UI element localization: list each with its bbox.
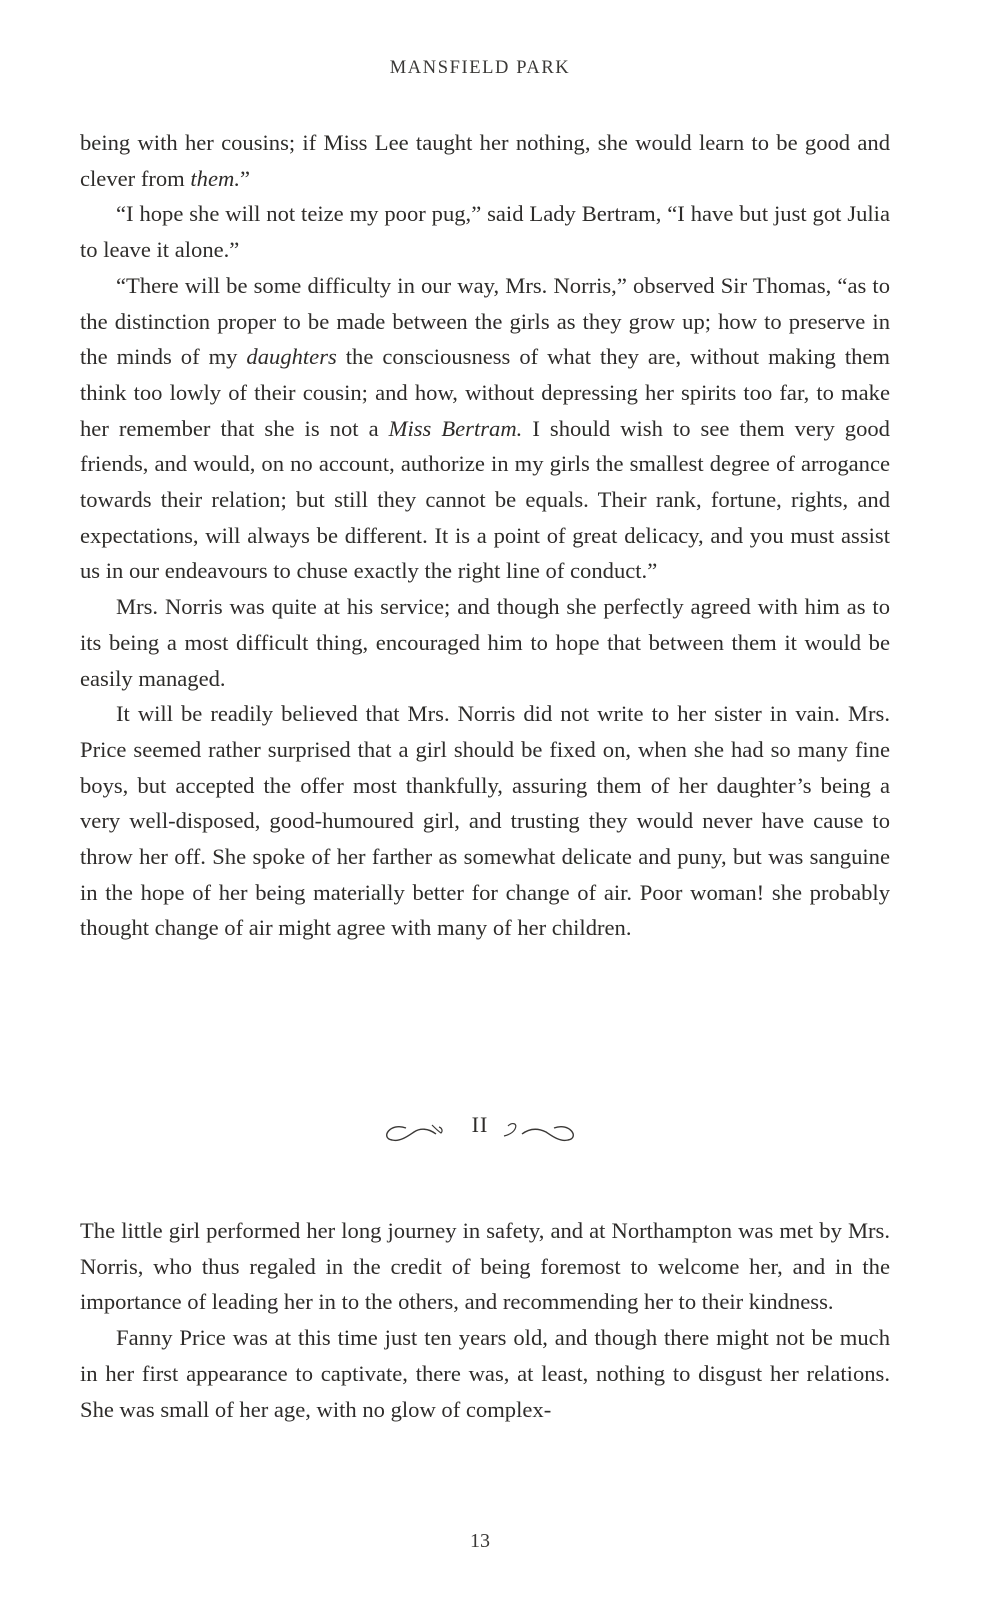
text-block-chapter-one-end	[80, 125, 890, 946]
paragraph-text: “There will be some difficulty in our way, Mrs. Norris,” observed Sir Thomas, “as to the distinction proper to be made between the girls as they grow up; how to preserve in the minds of my	[80, 272, 890, 370]
paragraph-text: ”	[239, 165, 251, 191]
paragraph-continuation	[80, 125, 890, 196]
paragraph-journey: The little girl performed her long journey in safety, and at Northampton was met by Mrs. Norris, who thus regaled in the credit of being foremost to welcome her, and in the importance of leading her in to the others, and recommending her to their kindness.	[80, 1218, 890, 1315]
paragraph-text: being with her cousins; if Miss Lee taught her nothing, she would learn to be good and clever from	[80, 130, 890, 191]
emphasis-miss-bertram: Miss Bertram.	[388, 415, 523, 441]
running-head: MANSFIELD PARK	[389, 58, 571, 78]
paragraph-lady-bertram: “I hope she will not teize my poor pug,” said Lady Bertram, “I have but just got Julia to leave it alone.”	[80, 201, 890, 263]
chapter-heading	[380, 1110, 580, 1150]
text-block-chapter-two	[80, 1213, 890, 1427]
paragraph-sir-thomas	[80, 268, 890, 589]
page-number: 13	[470, 1530, 490, 1552]
emphasis-daughters: daughters	[246, 344, 337, 370]
paragraph-mrs-norris-service: Mrs. Norris was quite at his service; and though she perfectly agreed with him as to its being a most difficult thing, encouraged him to hope that between them it would be easily managed.	[80, 594, 890, 691]
emphasis-them: them.	[190, 165, 240, 191]
paragraph-text: the consciousness of what they are, without making them think too lowly of their cousin; and how, without depressing her spirits too far, to make her remember that she is not a	[80, 344, 890, 441]
paragraph-text: I should wish to see them very good friends, and would, on no account, authorize in my girls the smallest degree of arrogance towards their relation; but still they cannot be equals. Their rank, fortune, rights, and expectations, will always be different. It is a point of great delicacy, and you must assist us in our endeavours to chuse exactly the right line of conduct.”	[80, 415, 890, 584]
paragraph-fanny-price: Fanny Price was at this time just ten years old, and though there might not be much in her first appearance to captivate, there was, at least, nothing to disgust her relations. She was small of her age, with no glow of complex-	[80, 1325, 890, 1422]
paragraph-mrs-price: It will be readily believed that Mrs. Norris did not write to her sister in vain. Mrs. Price seemed rather surprised that a girl should be fixed on, when she had so many fine boys, but accepted the offer most thankfully, assuring them of her daughter’s being a very well-disposed, good-humoured girl, and trusting they would never have cause to throw her off. She spoke of her farther as somewhat delicate and puny, but was sanguine in the hope of her being materially better for change of air. Poor woman! she probably thought change of air might agree with many of her children.	[80, 701, 890, 941]
chapter-number: II	[471, 1112, 489, 1137]
